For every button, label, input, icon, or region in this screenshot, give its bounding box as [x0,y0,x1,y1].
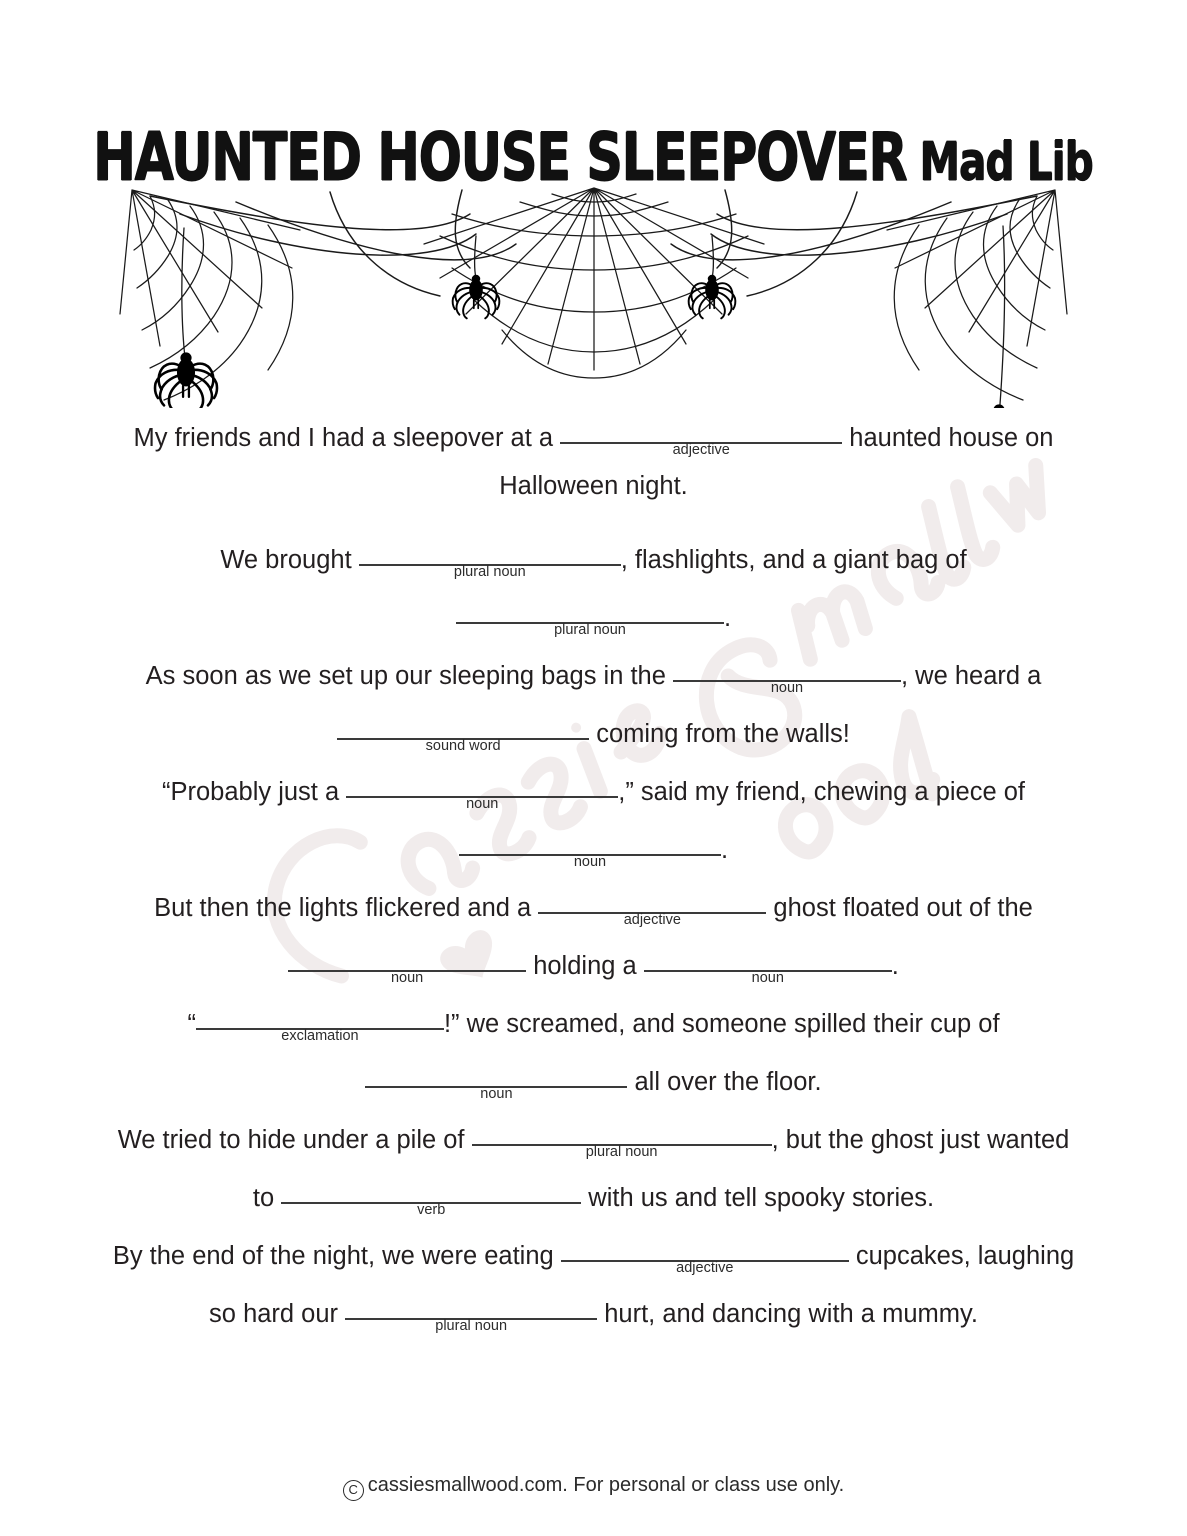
blank-label: adjective [676,1260,734,1276]
blank-label: exclamation [281,1028,359,1044]
madlib-blank-adjective[interactable] [538,886,766,928]
madlib-line [90,1060,1097,1118]
sentence-text: My friends and I had a sleepover at a [133,424,561,452]
blank-rule [346,770,618,798]
sentence-text: , flashlights, and a giant bag of [620,546,967,574]
blank-label: plural noun [453,564,526,580]
madlib-line [90,654,1097,712]
blank-rule [281,1176,581,1204]
blank-rule [560,416,842,444]
blank-label: adjective [623,912,681,928]
sentence-text: hurt, and dancing with a mummy. [597,1300,978,1328]
madlib-blank-plural-noun[interactable] [359,538,621,580]
sentence-text: with us and tell spooky stories. [581,1184,935,1212]
blank-rule [472,1118,772,1146]
sentence-text: ,” said my friend, chewing a piece of [618,778,1026,806]
sentence-text: holding a [526,952,644,980]
blank-rule [337,712,589,740]
blank-label: noun [770,680,804,696]
madlib-blank-adjective[interactable] [561,1234,849,1276]
madlib-blank-sound-word[interactable] [337,712,589,754]
sentence-text: As soon as we set up our sleeping bags in the [145,662,673,690]
blank-label: noun [573,854,607,870]
blank-rule [345,1292,597,1320]
spider-icon-right [968,404,1030,408]
blank-label: noun [466,796,499,812]
sentence-text: . [723,604,732,632]
madlib-blank-plural-noun[interactable] [345,1292,597,1334]
madlib-blank-noun[interactable] [346,770,618,812]
madlib-line [90,1234,1097,1292]
madlib-blank-noun[interactable] [644,944,892,986]
madlib-blank-verb[interactable] [281,1176,581,1218]
blank-rule [673,654,901,682]
blank-label: sound word [425,738,501,754]
sentence-text: coming from the walls! [589,720,850,748]
blank-rule [365,1060,627,1088]
madlib-line [90,712,1097,770]
madlib-blank-plural-noun[interactable] [456,596,724,638]
footer [0,1474,1187,1501]
blank-rule [288,944,526,972]
blank-label: noun [480,1086,513,1102]
sentence-text: We brought [220,546,359,574]
blank-rule [644,944,892,972]
sentence-text: By the end of the night, we were eating [112,1242,561,1270]
title-main: HAUNTED HOUSE SLEEPOVER [93,118,907,196]
madlib-line [90,828,1097,886]
madlib-line [90,1176,1097,1234]
sentence-text: ghost floated out of the [766,894,1033,922]
sentence-text: so hard our [209,1300,346,1328]
blank-label: adjective [672,442,730,458]
blank-rule [196,1002,444,1030]
copyright-icon: C [343,1480,364,1501]
sentence-text: . [891,952,899,980]
footer-text: cassiesmallwood.com. For personal or class use only. [367,1474,845,1496]
madlib-line [90,416,1097,474]
blank-label: plural noun [585,1144,658,1160]
sentence-text: But then the lights flickered and a [154,894,539,922]
sentence-text: all over the floor. [627,1068,822,1096]
sentence-text: cupcakes, laughing [848,1242,1075,1270]
sentence-text: haunted house on [842,424,1054,452]
sentence-text: , but the ghost just wanted [771,1126,1070,1154]
page-title [0,118,1187,196]
madlib-blank-noun[interactable] [288,944,526,986]
madlib-blank-plural-noun[interactable] [472,1118,772,1160]
blank-rule [538,886,766,914]
madlib-blank-noun[interactable] [459,828,721,870]
spider-icon-center-right [689,275,736,319]
blank-rule [359,538,621,566]
madlib-line [90,886,1097,944]
madlib-line [90,1292,1097,1350]
blank-label: noun [751,970,784,986]
sentence-text: We tried to hide under a pile of [117,1126,472,1154]
madlib-line [90,1118,1097,1176]
blank-label: verb [417,1202,446,1218]
madlib-line [90,538,1097,596]
madlib-line [90,474,1097,532]
sentence-text: to [252,1184,282,1212]
blank-rule [561,1234,849,1262]
sentence-text: “Probably just a [161,778,347,806]
sentence-text: . [720,836,729,864]
blank-label: plural noun [435,1318,508,1334]
spider-icon-center-left [453,275,500,319]
blank-label: noun [390,970,424,986]
madlib-line [90,1002,1097,1060]
blank-rule [459,828,721,856]
madlib-line [90,944,1097,1002]
blank-label: plural noun [554,622,626,638]
madlib-blank-exclamation[interactable] [196,1002,444,1044]
madlib-body [90,416,1097,1350]
madlib-line [90,770,1097,828]
sentence-text: !” we screamed, and someone spilled their cup of [443,1010,1000,1038]
madlib-blank-adjective[interactable] [560,416,842,458]
title-sub: Mad Lib [920,130,1094,193]
madlib-line [90,596,1097,654]
madlib-blank-noun[interactable] [673,654,901,696]
madlib-blank-noun[interactable] [365,1060,627,1102]
sentence-text: , we heard a [901,662,1042,690]
blank-rule [456,596,724,624]
sentence-text: Halloween night. [499,472,688,500]
sentence-text: “ [187,1010,196,1038]
